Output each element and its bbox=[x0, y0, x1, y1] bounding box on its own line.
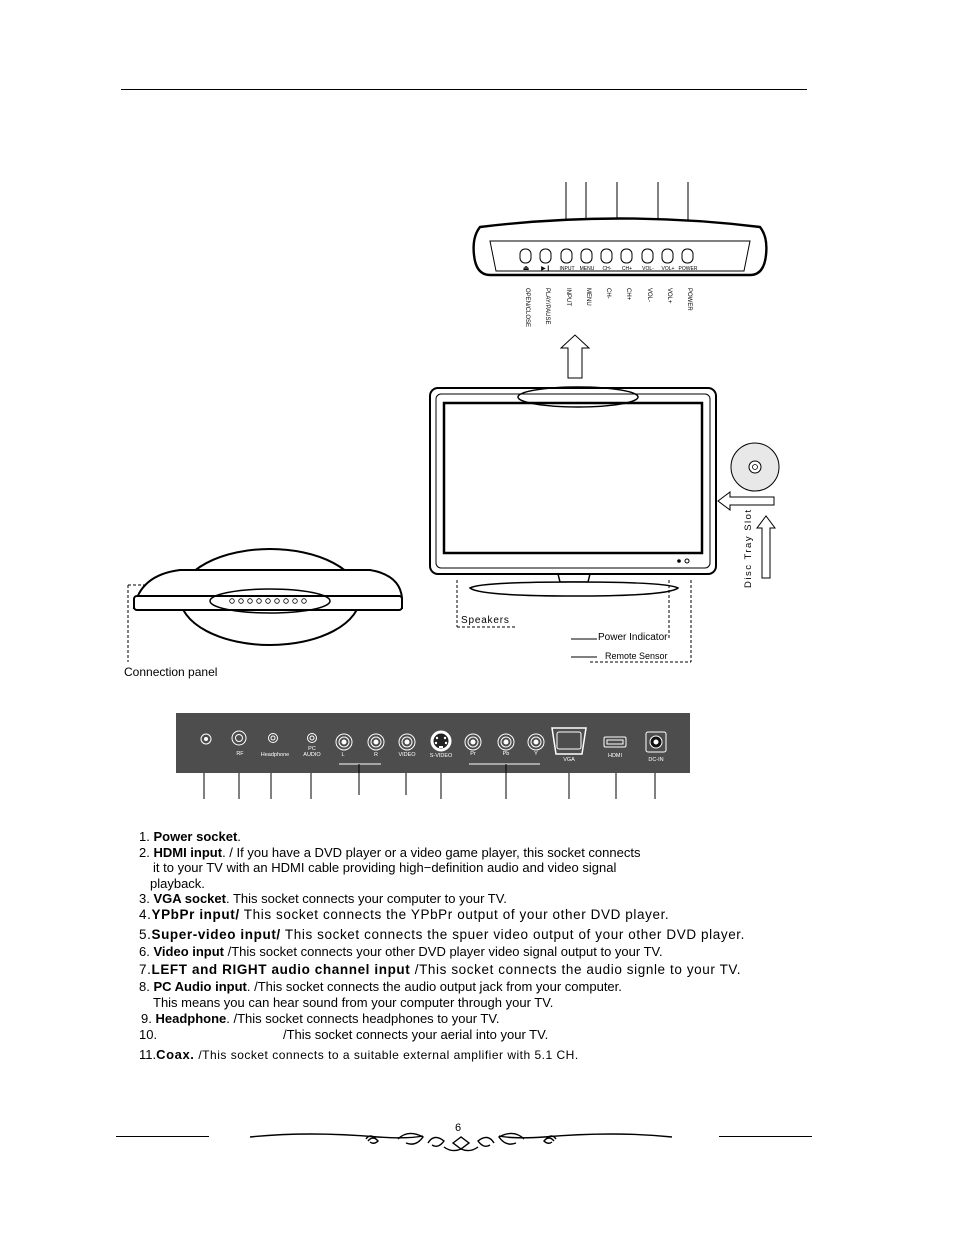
desc-10-text: /This socket connects your aerial into your TV. bbox=[283, 1027, 549, 1042]
disc-tray-slot-label: Disc Tray Slot bbox=[743, 508, 754, 588]
desc-6: 6. Video input /This socket connects your other DVD player video signal output to your TV. bbox=[139, 944, 663, 959]
button-label-input: INPUT bbox=[559, 266, 575, 272]
desc-7: 7.LEFT and RIGHT audio channel input /This socket connects the audio signle to your TV. bbox=[139, 962, 742, 977]
tv-stand-base bbox=[470, 582, 678, 596]
up-arrow-icon bbox=[561, 335, 589, 378]
footer-rule-left bbox=[116, 1136, 209, 1137]
footer-ornament bbox=[248, 1127, 674, 1155]
desc-8-cont: This means you can hear sound from your computer through your TV. bbox=[153, 995, 554, 1010]
disc-up-arrow-icon bbox=[757, 516, 775, 578]
desc-3: 3. VGA socket. This socket connects your computer to your TV. bbox=[139, 891, 507, 906]
r-label: R bbox=[374, 752, 378, 758]
header-rule bbox=[121, 89, 807, 90]
button-label-vol-minus: VOL- bbox=[642, 266, 654, 272]
side-label-vol-plus: VOL+ bbox=[666, 288, 672, 304]
desc-4: 4.YPbPr input/ This socket connects the YPbPr output of your other DVD player. bbox=[139, 907, 670, 922]
button-vol-minus[interactable] bbox=[642, 249, 653, 263]
desc-1: 1. Power socket. bbox=[139, 829, 241, 844]
side-label-input: INPUT bbox=[565, 288, 571, 306]
desc-2-cont-2: playback. bbox=[150, 876, 205, 891]
desc-8: 8. PC Audio input. /This socket connects the audio output jack from your computer. bbox=[139, 979, 622, 994]
side-label-play-pause: PLAY/PAUSE bbox=[544, 288, 550, 325]
button-power[interactable] bbox=[682, 249, 693, 263]
headphone-label: Headphone bbox=[260, 752, 290, 758]
play-pause-icon: ▶❙ bbox=[541, 266, 551, 272]
control-panel-outline bbox=[474, 219, 767, 276]
button-input[interactable] bbox=[561, 249, 572, 263]
vga-label: VGA bbox=[563, 757, 575, 763]
tv-screen bbox=[444, 403, 702, 553]
button-label-power: POWER bbox=[678, 266, 698, 272]
button-open-close[interactable] bbox=[520, 249, 531, 263]
side-label-open-close: OPEN/CLOSE bbox=[524, 288, 530, 328]
page-number: 6 bbox=[455, 1122, 462, 1134]
desc-5: 5.Super-video input/ This socket connects the spuer video output of your other DVD player. bbox=[139, 927, 746, 942]
rf-label: RF bbox=[236, 751, 244, 757]
hdmi-label: HDMI bbox=[607, 753, 623, 759]
button-label-ch-minus: CH- bbox=[602, 266, 612, 272]
pc-audio-label-2: AUDIO bbox=[303, 752, 321, 758]
l-label: L bbox=[341, 752, 345, 758]
side-label-vol-minus: VOL- bbox=[646, 288, 652, 303]
button-label-menu: MENU bbox=[579, 266, 595, 272]
dcin-label: DC-IN bbox=[648, 757, 664, 763]
button-vol-plus[interactable] bbox=[662, 249, 673, 263]
svideo-label: S-VIDEO bbox=[429, 753, 453, 759]
button-menu[interactable] bbox=[581, 249, 592, 263]
button-label-ch-plus: CH+ bbox=[621, 266, 633, 272]
button-ch-minus[interactable] bbox=[601, 249, 612, 263]
pb-label: Pb bbox=[502, 751, 510, 757]
desc-10-num: 10. bbox=[139, 1027, 158, 1042]
pr-label: Pr bbox=[470, 751, 476, 757]
button-label-vol-plus: VOL+ bbox=[661, 266, 675, 272]
button-ch-plus[interactable] bbox=[621, 249, 632, 263]
tv-stand-neck bbox=[558, 574, 590, 582]
control-panel-diagram bbox=[460, 175, 780, 315]
video-label: VIDEO bbox=[398, 752, 416, 758]
desc-2: 2. HDMI input. / If you have a DVD player or a video game player, this socket connects bbox=[139, 845, 641, 860]
power-indicator-label: Power Indicator bbox=[598, 632, 668, 643]
side-label-ch-minus: CH- bbox=[605, 288, 611, 299]
remote-sensor-label: Remote Sensor bbox=[605, 651, 668, 661]
side-label-power: POWER bbox=[686, 288, 692, 311]
footer-rule-right bbox=[719, 1136, 812, 1137]
connection-panel-label: Connection panel bbox=[124, 665, 218, 679]
desc-2-cont-1: it to your TV with an HDMI cable providing high−definition audio and video signal bbox=[153, 860, 617, 875]
eject-icon: ⏏ bbox=[522, 265, 530, 272]
tv-diagram bbox=[120, 330, 800, 675]
side-label-menu: MENU bbox=[585, 288, 591, 306]
pc-audio-label-1: PC bbox=[308, 746, 316, 752]
y-label: Y bbox=[534, 751, 538, 757]
button-play-pause[interactable] bbox=[540, 249, 551, 263]
left-arrow-icon bbox=[718, 492, 774, 510]
speakers-label: Speakers bbox=[461, 615, 510, 626]
desc-9: 9. Headphone. /This socket connects headphones to your TV. bbox=[141, 1011, 500, 1026]
desc-11: 11.Coax. /This socket connects to a suitable external amplifier with 5.1 CH. bbox=[139, 1047, 579, 1062]
side-label-ch-plus: CH+ bbox=[625, 288, 631, 301]
power-indicator-dot bbox=[677, 559, 681, 563]
